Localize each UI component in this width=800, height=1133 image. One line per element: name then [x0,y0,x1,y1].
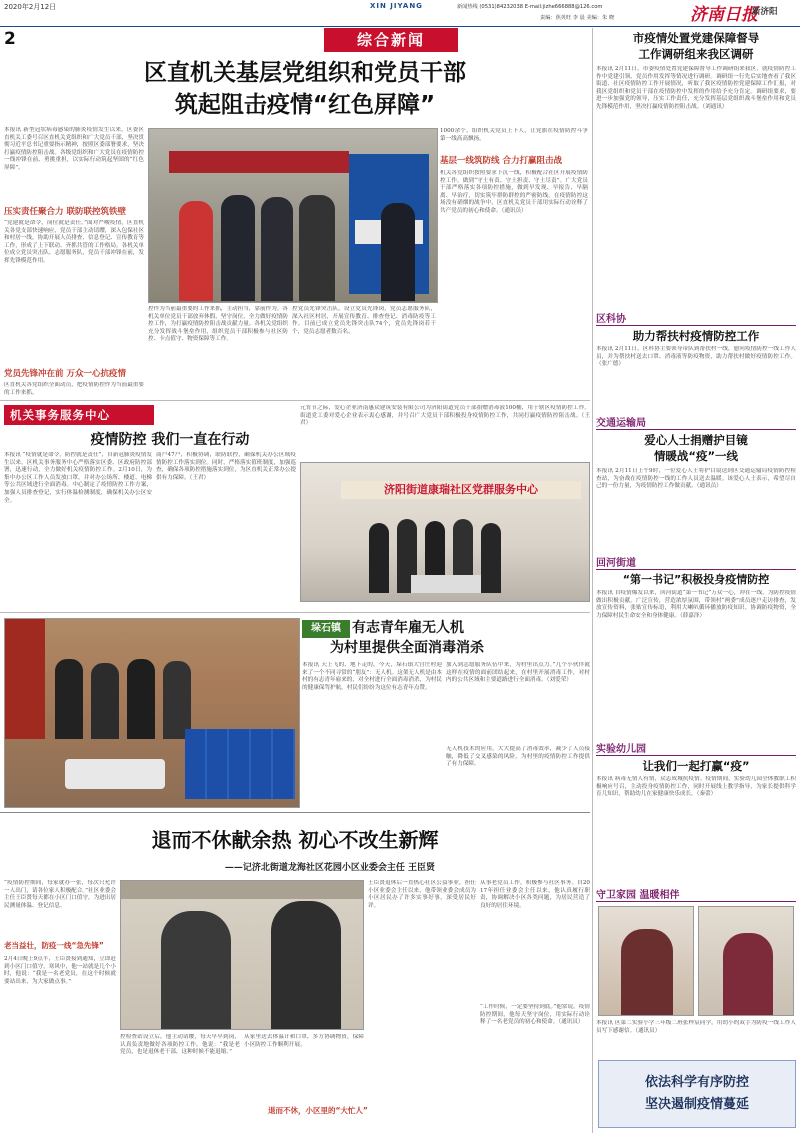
youth-text-2: 加入到志愿服务队伍中来，为村里出点力。”几个小伙伴就这样在疫情的面前团结起来，在村里开展消毒工作，对村内的公共区域和主要道路进行全面消毒。（刘爱荣） [446,662,590,684]
slogan-line2: 坚决遏制疫情蔓延 [644,1097,749,1112]
person-4 [299,195,335,301]
paper-sub: 新济阳 [752,7,778,17]
youth-photo [4,618,300,808]
rt-title-line1: 市疫情处置党建保障督导 [632,31,760,45]
paper-name: 济南日报 [690,5,758,25]
editors: 责编：焦英旺 李 晨 美编：朱 晓 [540,15,615,21]
feature-col3-top: 从家里送去体温计和口罩，多方协调物资，保障小区防控工作顺利开展。 [244,1034,364,1048]
jiguan-title: 疫情防控 我们一直在行动 [90,432,250,448]
jiguan-bar [4,405,154,425]
jiguan-text-2: 商户47户，积极协调，联防联控，确保机关办公区域疫情防控工作落实到位。同时，严格落实值班制度，加强巡查，确保各项防控措施落实到位，为区直机关正常办公提供有力保障。（王君） [156,452,296,481]
lead-intro: 本报讯 新型冠状病毒感染的肺炎疫情发生以来，区委区直机关工委号召区直机关党组织和广大党员干部，坚决贯彻习近平总书记重要指示精神，按照区委部署要求，坚决打赢疫情防控阻击战。各级党组织和广大党员在疫情防控一线冲锋在前、勇挑重担，以实际行动筑起坚固的“红色屏障”。 [4,127,144,171]
feature-top-rule [0,812,590,813]
youth-person-4 [163,661,191,739]
youth-person-3 [127,659,155,739]
person-e [481,523,501,593]
rm-text3: 本报讯 病毒无情人有情，众志成城抗疫情。疫情期间，实验幼儿园全体教职工积极响应号召，主动投身疫情防控工作，同时开展线上教学指导，为家长提供科学育儿知识，帮助幼儿在家健康快乐成长。（秦蕾） [596,776,796,798]
child-right [723,933,773,1016]
section-title: 综合新闻 [324,28,458,52]
rt-text2: 本报讯 2月11日，区科协主要领导带队到帮扶村一线，慰问疫情防控一线工作人员，并为帮扶村送去口罩、消毒液等防疫物资，助力帮扶村做好疫情防控工作。（张广德） [596,346,796,368]
rm-text2: 本报讯 自疫情爆发以来，回河街道“第一书记”万众一心，冲在一线，为防控疫情做出积极贡献。广泛宣传，营造浓厚氛围，带领村“两委”成员逐户走访排查，发放宣传资料，张贴宣传标语，利用大喇叭循环播放防疫知识。协调防疫物资，全力保障村民生命安全和身体健康。（薛嘉泽） [596,590,796,619]
slogan-line1: 依法科学有序防控 [644,1075,749,1090]
feature-subtitle: ——记济北街道龙海社区花园小区业委会主任 王臣贤 [224,863,436,873]
kangrui-sign-text: 济阳街道康瑞社区党群服务中心 [384,483,538,496]
lead-col2-text: 控作为当前最重要的工作来抓，主动担当，靠前作为。各机关单位党员干部放弃休假，坚守岗位，全力做好疫情防控工作，为打赢疫情防控阻击战贡献力量。各机关党组织充分发挥战斗堡垒作用，组织党员干部积极参与社区防控、卡点值守、物资保障等工作。 [148,306,288,343]
kangrui-photo [300,462,590,602]
person-2 [221,195,255,301]
masthead [0,0,800,26]
rt-title-line2: 工作调研组来我区调研 [638,47,754,61]
youth-person-2 [91,663,119,739]
feature-col5: “工作时候，一定要坚持到底。”他常说。疫情防控期间，他每天坚守岗位，用实际行动诠释了一名老党员的初心和使命。（通讯员） [480,1004,590,1026]
feature-title: 退而不休献余热 初心不改生新辉 [151,828,439,852]
rm-title1-line2: 情暖战“疫”一线 [653,449,739,463]
person-5 [381,203,415,301]
lead-col1-text: “党建就是命令，岗位就是责任。”面对严峻疫情，区直机关各党支部快速响应，党员干部主动请缨，深入包保社区和村居一线，协助开展人员排查、信息登记、宣传教育等工作，形成了上下联动、齐抓共管的工作格局。各机关单位成立党员突击队、志愿服务队，党员干部冲锋在前，发挥先锋模范作用。 [4,220,144,264]
lead-subhead-1: 压实责任聚合力 联防联控筑铁壁 [4,207,126,217]
feature-col1b: 2月4日晚上9点半，王臣贤接到通知，立即赶到小区门口值守。寒风中，他一站就是几个小时，他说：“我是一名老党员，在这个时候就要站出来，为大家做点事。” [4,956,116,985]
child-left [621,929,673,1016]
lead-bottom-rule [0,400,590,401]
youth-town-label: 垛石镇 [311,623,341,634]
youth-title-line1: 有志青年雇无人机 [352,620,464,636]
jiguan-text-3: 元宵节之际，爱心企业济南惠众建筑安装有限公司为济阳街道党员干部捐赠消毒液100桶，用于辖区疫情防控工作。街道党工委对爱心企业表示衷心感谢，并号召广大党员干部积极投身疫情防控工作，共同打赢疫情防控阻击战。（王君） [300,405,590,427]
lead-title-line1: 区直机关基层党组织和党员干部 [144,60,466,86]
rm-kicker-shouwei: 守卫家园 温暖相伴 [596,886,796,902]
feature-col4: 从事老党员工作，积极参与社区事务。自2017年担任业委会主任以来，他认真履行职责，协调解决小区各类问题，为居民营造了良好的居住环境。 [480,880,590,909]
rm-text1: 本报讯 2月11日上午9时，一位爱心人士将护目镜送到区交通运输局疫情防控检查站，为奋战在疫情防控一线的工作人员送去温暖。该爱心人士表示，希望尽自己的一份力量，为疫情防控工作做贡献。（通讯员） [596,468,796,490]
feature-col2: 控检查站设立后，他主动请缨，每天早早到岗，认真负责地做好各项防控工作。他说：“我是老党员，也是退休老干部，这种时候不能退缩。” [120,1034,240,1056]
blue-barrels [185,729,295,799]
rm-kicker-huihe: 回河街道 [596,554,796,570]
rm-title3: 让我们一起打赢“疫” [642,759,750,773]
feature-col3-subhead: 退而不休，小区里的“大忙人” [268,1106,368,1115]
feature-window [121,881,364,899]
youth-person-1 [55,659,83,739]
lead-col4-text: 机关各党组织按照要求下沉一线，积极配合社区开展疫情防控工作，做到“守土有责、守土担责、守土尽责”。广大党员干部严格落实各项防控措施，做到早发现、早报告、早隔离、早治疗，切实筑牢群防群控的严密防线。在疫情防控这场没有硝烟的战争中，区直机关党员干部用实际行动诠释了共产党员的初心和使命。（通讯员） [440,170,588,214]
rm-title1-line1: 爱心人士捐赠护目镜 [644,433,748,447]
rm-title2: “第一书记”积极投身疫情防控 [622,573,770,586]
lead-col4-top: 1000余个，组织机关党员上下人，让党旗在疫情防控斗争第一线高高飘扬。 [440,128,588,142]
feature-col1-subhead: 老当益壮，防疫一线“急先锋” [4,941,104,950]
lead-col4-subhead: 基层一线筑防线 合力打赢阻击战 [440,156,562,166]
person-1 [179,201,213,301]
bottom-slogan-box [598,1060,796,1128]
youth-town-badge [302,620,350,638]
lead-col3-text: 控党员先锋突击队，设立党员先锋岗，党员志愿服务队，深入社区村居，开展宣传教育、排查登记、消毒防疫等工作。目前已成立党员先锋突击队74个，党员先锋岗若干个，党员志愿者数百名。 [292,306,436,335]
lead-col1-text2: 区直机关各党组织全面动员，把疫情防控作为当前最重要的工作来抓。 [4,382,144,396]
shouwei-photo-left [598,906,694,1016]
drone [65,759,165,789]
rt-title2: 助力帮扶村疫情防控工作 [632,329,760,343]
rt-kicker-kexie: 区科协 [596,310,796,326]
kangrui-sign [341,481,581,499]
right-column-divider [592,28,593,1133]
jiguan-text-1: 本报讯 “疫情就是命令，防控就是责任”，自新冠肺炎疫情发生以来，区机关事务服务中心严格落实区委、区政府防控部署，迅速行动，全力做好机关疫情防控工作。2月10日，为集中办公区工作人员发放口罩，并对办公场所、楼道、电梯等公共区域进行全面消毒。中心制定了疫情防控工作方案，加强人员排查登记，实行体温检测制度，确保机关办公区安全。 [4,452,152,504]
disinfectant-bottles [411,575,481,593]
rm-kicker-jiaotong: 交通运输局 [596,414,796,430]
rm-kicker-youeryuan: 实验幼儿园 [596,740,796,756]
page-number: 2 [4,29,16,49]
feature-person-left [161,911,231,1030]
channel-en: XIN JIYANG [370,2,423,10]
youth-text-1: 本报讯 天上飞的、地下走的，今天，垛石镇大宫庄村迎来了一个不同寻常的“朋友”：无人机。这架无人机是由本村的有志青年雇来的，对全村进行全面消毒消杀，为村民的健康保驾护航。村民们纷纷为这位有志青年点赞。 [302,662,442,691]
rt-text: 本报讯 2月11日，市委疫情处置党建保障督导工作调研组来我区，就疫情防控工作中党建引领、党员作用发挥等情况进行调研。调研组一行先后实地查看了我区街道、社区疫情防控工作开展情况，听取了我区疫情防控党建保障工作汇报，对我区党组织和党员干部在疫情防控中发挥的作用给予充分肯定。调研组要求，要进一步加强党的领导，压实工作责任，充分发挥基层党组织战斗堡垒作用和党员先锋模范作用，坚决打赢疫情防控阻击战。（刘通讯） [596,66,796,110]
feature-photo [120,880,364,1030]
banner-red [169,151,349,173]
person-a [369,523,389,593]
hotline: 新闻热线 (0531)84232038 E-mail:jizhe666888@126.com [457,4,603,10]
feature-col1: “疫情防控期间，每家就办一张，每次只允许一人出门，请各位家人积极配合。”社区业委会主任王臣贤每天都在小区门口值守，为进出居民测量体温、登记信息。 [4,880,116,909]
mid-rule [0,612,590,613]
jiguan-bar-label: 机关事务服务中心 [10,408,110,422]
lead-title-line2: 筑起阻击疫情“红色屏障” [174,92,436,118]
shouwei-caption: 本报讯 区第二实验小学三年级二班张梓宸同学，用幼小的双手为防疫一线工作人员写下感谢信。（通讯员） [596,1020,796,1034]
lead-subhead-2: 党员先锋冲在前 万众一心抗疫情 [4,369,126,379]
youth-title-line2: 为村里提供全面消毒消杀 [330,640,484,656]
feature-person-right [271,901,341,1030]
youth-text-3: 无人机技术的应用，大大提高了消毒效率，减少了人员接触，降低了交叉感染的风险，为村里的疫情防控工作提供了有力保障。 [446,746,590,768]
feature-col3: 王臣贤退休后一直热心社区公益事业，担任小区业委会主任以来，他带领业委会成员为小区居民办了许多实事好事，深受居民好评。 [368,880,476,909]
gate-red [5,619,45,739]
masthead-rule [0,26,800,27]
lead-photo [148,128,438,303]
shouwei-photo-right [698,906,794,1016]
date: 2020年2月12日 [4,3,57,11]
person-3 [261,197,293,301]
